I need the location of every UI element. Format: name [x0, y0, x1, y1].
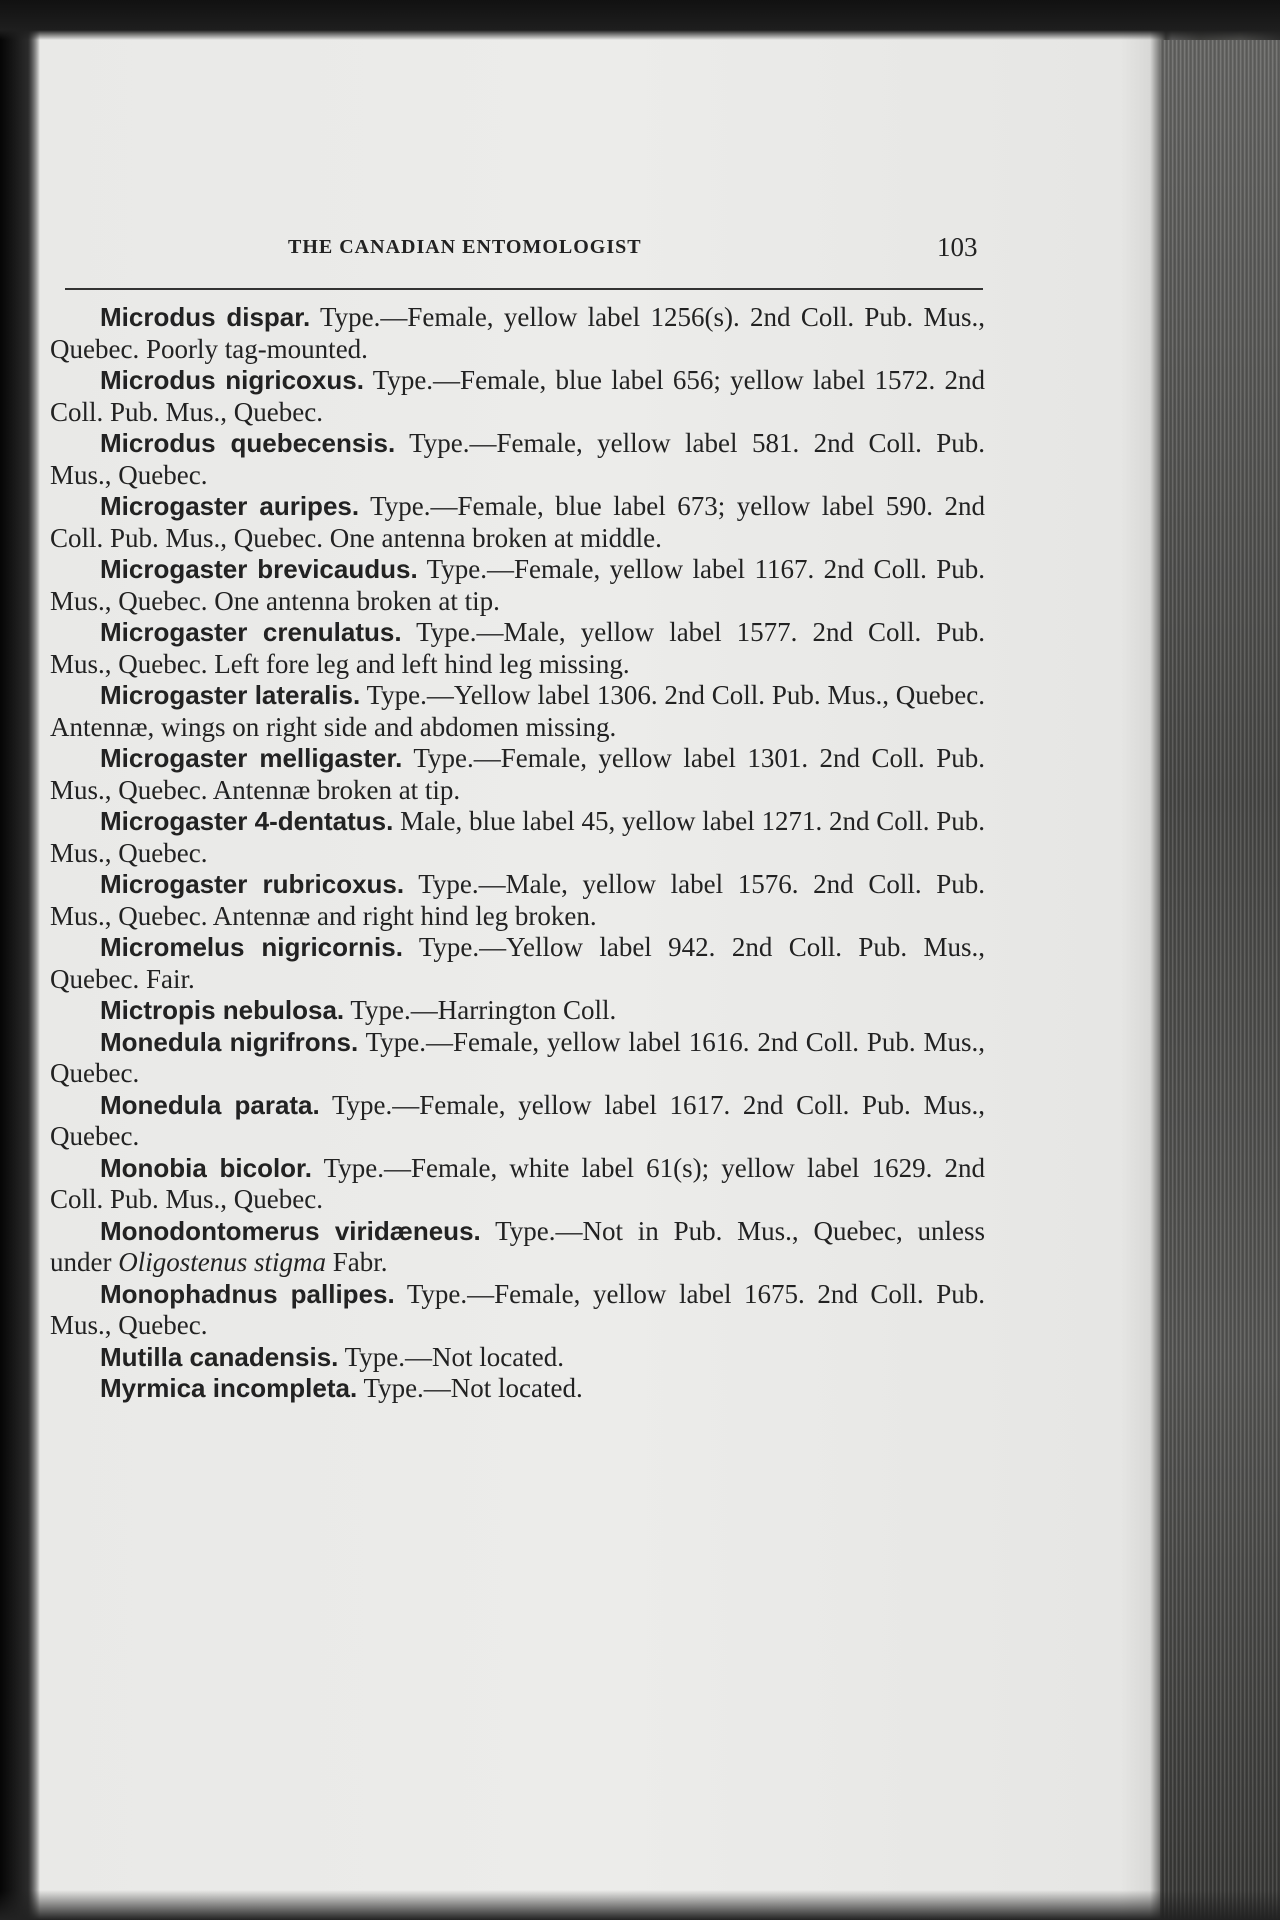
- species-entry: [50, 1090, 985, 1153]
- italic-taxon-name: Oligostenus stigma: [118, 1247, 326, 1277]
- species-name: Microgaster crenulatus.: [100, 617, 402, 647]
- species-entry: [50, 491, 985, 554]
- species-entry: [50, 302, 985, 365]
- entries-list: [50, 302, 985, 1405]
- entry-description: Type.—Female, yellow label 1617. 2nd Coll. Pub. Mus., Quebec.: [50, 1089, 986, 1151]
- species-entry: [50, 1153, 985, 1216]
- species-entry: [50, 365, 985, 428]
- entry-description: Type.—Not located.: [344, 1341, 564, 1372]
- journal-title: THE CANADIAN ENTOMOLOGIST: [288, 236, 642, 258]
- species-entry: [50, 995, 985, 1027]
- species-name: Monodontomerus viridæneus.: [100, 1215, 481, 1246]
- entry-description-tail: Fabr.: [332, 1247, 388, 1277]
- species-name: Microgaster brevicaudus.: [100, 554, 418, 584]
- entry-description: Type.—Female, yellow label 1616. 2nd Coll. Pub. Mus., Quebec.: [50, 1026, 986, 1088]
- species-entry: [50, 554, 985, 617]
- species-name: Microgaster melligaster.: [100, 743, 403, 773]
- entry-description: Type.—Female, yellow label 1301. 2nd Coll. Pub. Mus., Quebec. Antennæ broken at tip.: [50, 743, 985, 805]
- species-name: Microgaster lateralis.: [100, 680, 361, 710]
- species-entry: [50, 428, 985, 491]
- book-page: [40, 40, 1160, 1890]
- entry-description: Type.—Harrington Coll.: [350, 995, 617, 1025]
- species-name: Myrmica incompleta.: [100, 1373, 358, 1403]
- entry-description: Type.—Female, yellow label 581. 2nd Coll. Pub. Mus., Quebec.: [50, 428, 986, 490]
- species-entry: [50, 932, 985, 995]
- bottom-edge-shadow: [0, 1890, 1280, 1920]
- top-edge-shadow: [0, 0, 1280, 40]
- species-entry: [50, 743, 985, 806]
- species-entry: [50, 617, 985, 680]
- species-name: Mictropis nebulosa.: [100, 995, 345, 1025]
- entry-description: Type.—Female, white label 61(s); yellow label 1629. 2nd Coll. Pub. Mus., Quebec.: [50, 1152, 986, 1214]
- species-entry: [50, 1373, 985, 1405]
- species-name: Monedula nigrifrons.: [100, 1026, 359, 1057]
- entry-description: Type.—Female, yellow label 1675. 2nd Coll. Pub. Mus., Quebec.: [50, 1278, 986, 1340]
- species-entry: [50, 1027, 985, 1090]
- entry-description: Type.—Not located.: [363, 1373, 583, 1403]
- page-number: 103: [937, 232, 978, 262]
- entry-description: Type.—Yellow label 1306. 2nd Coll. Pub. Mus., Quebec. Antennæ, wings on right side and abdomen missing.: [50, 680, 985, 742]
- species-name: Microdus dispar.: [100, 302, 311, 332]
- species-name: Monophadnus pallipes.: [100, 1278, 395, 1309]
- species-entry: [50, 680, 985, 743]
- entry-description: Type.—Female, yellow label 1167. 2nd Coll. Pub. Mus., Quebec. One antenna broken at tip.: [50, 554, 986, 616]
- running-head: [40, 232, 1160, 276]
- entry-description: Type.—Female, blue label 673; yellow label 590. 2nd Coll. Pub. Mus., Quebec. One antenna broken at middle.: [50, 491, 986, 553]
- entry-description: Type.—Male, yellow label 1577. 2nd Coll. Pub. Mus., Quebec. Left fore leg and left hind leg missing.: [50, 617, 985, 679]
- entry-description: Type.—Not in Pub. Mus., Quebec, unless under: [50, 1215, 986, 1277]
- species-entry: [50, 1342, 985, 1374]
- species-name: Mutilla canadensis.: [100, 1341, 339, 1372]
- species-name: Microgaster 4-dentatus.: [100, 806, 394, 836]
- page-edges-stack: [1160, 40, 1280, 1920]
- book-binding-shadow: [0, 0, 40, 1920]
- entry-description: Male, blue label 45, yellow label 1271. 2nd Coll. Pub. Mus., Quebec.: [50, 806, 986, 868]
- species-name: Microgaster auripes.: [100, 491, 360, 521]
- entry-description: Type.—Female, blue label 656; yellow label 1572. 2nd Coll. Pub. Mus., Quebec.: [50, 365, 985, 427]
- entry-description: Type.—Female, yellow label 1256(s). 2nd Coll. Pub. Mus., Quebec. Poorly tag-mounted.: [50, 302, 985, 364]
- species-name: Micromelus nigricornis.: [100, 932, 403, 962]
- species-name: Monedula parata.: [100, 1089, 320, 1120]
- header-rule: [65, 288, 983, 290]
- species-entry: [50, 869, 985, 932]
- species-name: Monobia bicolor.: [100, 1152, 312, 1183]
- species-entry: [50, 1279, 985, 1342]
- entry-description: Type.—Male, yellow label 1576. 2nd Coll. Pub. Mus., Quebec. Antennæ and right hind leg broken.: [50, 869, 985, 931]
- entry-description: Type.—Yellow label 942. 2nd Coll. Pub. Mus., Quebec. Fair.: [50, 932, 985, 994]
- species-name: Microdus nigricoxus.: [100, 365, 364, 395]
- species-entry: [50, 1216, 985, 1279]
- species-entry: [50, 806, 985, 869]
- species-name: Microgaster rubricoxus.: [100, 869, 405, 899]
- species-name: Microdus quebecensis.: [100, 428, 396, 458]
